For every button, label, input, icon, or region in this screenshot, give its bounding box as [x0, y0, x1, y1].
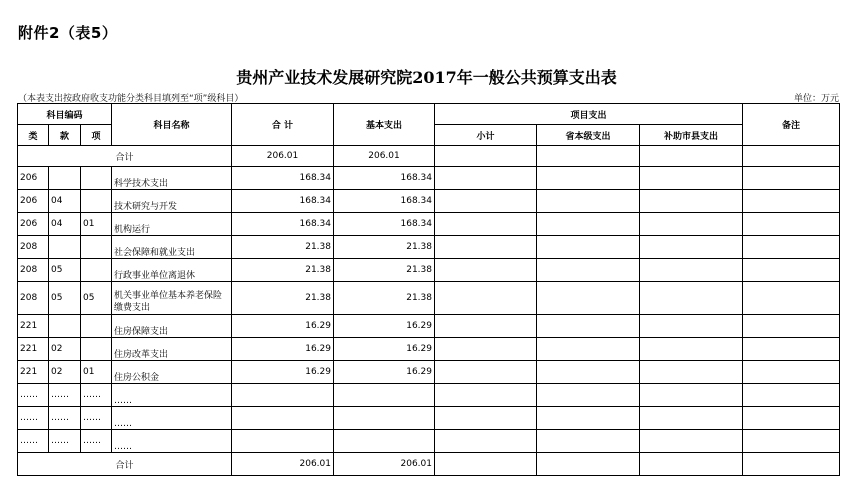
top-basic-value: 206.01 — [334, 146, 435, 167]
cell-total: 21.38 — [232, 282, 334, 315]
cell-basic: 168.34 — [334, 167, 435, 190]
table-row — [18, 213, 840, 236]
cell-lei: 206 — [18, 213, 49, 236]
cell-basic: 168.34 — [334, 213, 435, 236]
cell-kuan: …… — [49, 384, 81, 407]
header-subtotal: 小计 — [435, 125, 537, 146]
cell-basic — [334, 430, 435, 453]
header-province: 省本级支出 — [537, 125, 640, 146]
cell-xiang: …… — [81, 407, 112, 430]
cell-name: 住房公积金 — [112, 361, 232, 384]
cell-kuan — [49, 236, 81, 259]
cell-name: 科学技术支出 — [112, 167, 232, 190]
bottom-total-value: 206.01 — [232, 453, 334, 476]
cell-total — [232, 384, 334, 407]
cell-lei: 208 — [18, 259, 49, 282]
cell-name: 行政事业单位离退休 — [112, 259, 232, 282]
cell-lei: 208 — [18, 282, 49, 315]
cell-basic: 21.38 — [334, 259, 435, 282]
unit-label: 单位：万元 — [793, 94, 839, 104]
cell-total: 168.34 — [232, 213, 334, 236]
table-row — [18, 338, 840, 361]
table-row — [18, 315, 840, 338]
cell-xiang: 05 — [81, 282, 112, 315]
bottom-total-row — [18, 453, 840, 476]
cell-xiang — [81, 167, 112, 190]
header-project-group: 项目支出 — [435, 104, 743, 125]
cell-basic: 21.38 — [334, 282, 435, 315]
cell-kuan: …… — [49, 430, 81, 453]
header-code-group: 科目编码 — [18, 104, 112, 125]
table-row — [18, 384, 840, 407]
cell-total: 16.29 — [232, 338, 334, 361]
cell-total: 16.29 — [232, 315, 334, 338]
cell-kuan — [49, 315, 81, 338]
cell-lei: 221 — [18, 338, 49, 361]
cell-total — [232, 407, 334, 430]
cell-basic — [334, 384, 435, 407]
cell-name: 社会保障和就业支出 — [112, 236, 232, 259]
top-total-row — [18, 146, 840, 167]
cell-lei: 206 — [18, 190, 49, 213]
top-total-label: 合计 — [18, 146, 232, 167]
header-lei: 类 — [18, 125, 49, 146]
table-row — [18, 236, 840, 259]
cell-lei: …… — [18, 430, 49, 453]
cell-kuan: 04 — [49, 213, 81, 236]
cell-total: 16.29 — [232, 361, 334, 384]
header-name: 科目名称 — [112, 104, 232, 146]
cell-total: 21.38 — [232, 259, 334, 282]
cell-total: 168.34 — [232, 167, 334, 190]
cell-lei: 221 — [18, 315, 49, 338]
page-title: 贵州产业技术发展研究院2017年一般公共预算支出表 — [236, 68, 617, 87]
cell-xiang: …… — [81, 384, 112, 407]
header-total: 合 计 — [232, 104, 334, 146]
cell-xiang — [81, 190, 112, 213]
header-xiang: 项 — [81, 125, 112, 146]
cell-basic: 16.29 — [334, 361, 435, 384]
cell-kuan: 05 — [49, 282, 81, 315]
cell-basic: 168.34 — [334, 190, 435, 213]
cell-total: 21.38 — [232, 236, 334, 259]
header-basic: 基本支出 — [334, 104, 435, 146]
cell-name: 住房保障支出 — [112, 315, 232, 338]
cell-xiang — [81, 236, 112, 259]
cell-kuan: 04 — [49, 190, 81, 213]
budget-table — [17, 103, 840, 476]
cell-lei: …… — [18, 384, 49, 407]
cell-name: 技术研究与开发 — [112, 190, 232, 213]
cell-lei: 221 — [18, 361, 49, 384]
cell-name: 机构运行 — [112, 213, 232, 236]
cell-name: 机关事业单位基本养老保险缴费支出 — [112, 282, 232, 315]
header-kuan: 款 — [49, 125, 81, 146]
table-row — [18, 361, 840, 384]
cell-basic: 16.29 — [334, 315, 435, 338]
bottom-basic-value: 206.01 — [334, 453, 435, 476]
cell-xiang: 01 — [81, 213, 112, 236]
cell-kuan — [49, 167, 81, 190]
bottom-total-label: 合计 — [18, 453, 232, 476]
table-row — [18, 407, 840, 430]
cell-xiang — [81, 259, 112, 282]
table-row — [18, 190, 840, 213]
cell-xiang — [81, 315, 112, 338]
cell-lei: …… — [18, 407, 49, 430]
cell-basic: 21.38 — [334, 236, 435, 259]
cell-name: …… — [112, 430, 232, 453]
table-row — [18, 430, 840, 453]
cell-kuan: …… — [49, 407, 81, 430]
table-row — [18, 282, 840, 315]
table-row — [18, 259, 840, 282]
cell-kuan: 02 — [49, 338, 81, 361]
cell-total: 168.34 — [232, 190, 334, 213]
cell-name: 住房改革支出 — [112, 338, 232, 361]
header-remark: 备注 — [743, 104, 840, 146]
cell-name: …… — [112, 407, 232, 430]
cell-xiang: 01 — [81, 361, 112, 384]
cell-basic: 16.29 — [334, 338, 435, 361]
table-note: （本表支出按政府收支功能分类科目填列至“项”级科目） — [18, 94, 244, 104]
header-subsidy: 补助市县支出 — [640, 125, 743, 146]
table-row — [18, 167, 840, 190]
cell-xiang — [81, 338, 112, 361]
cell-kuan: 05 — [49, 259, 81, 282]
cell-total — [232, 430, 334, 453]
cell-basic — [334, 407, 435, 430]
cell-lei: 206 — [18, 167, 49, 190]
top-total-value: 206.01 — [232, 146, 334, 167]
cell-lei: 208 — [18, 236, 49, 259]
cell-xiang: …… — [81, 430, 112, 453]
cell-kuan: 02 — [49, 361, 81, 384]
attachment-label: 附件2（表5） — [18, 24, 118, 42]
cell-name: …… — [112, 384, 232, 407]
